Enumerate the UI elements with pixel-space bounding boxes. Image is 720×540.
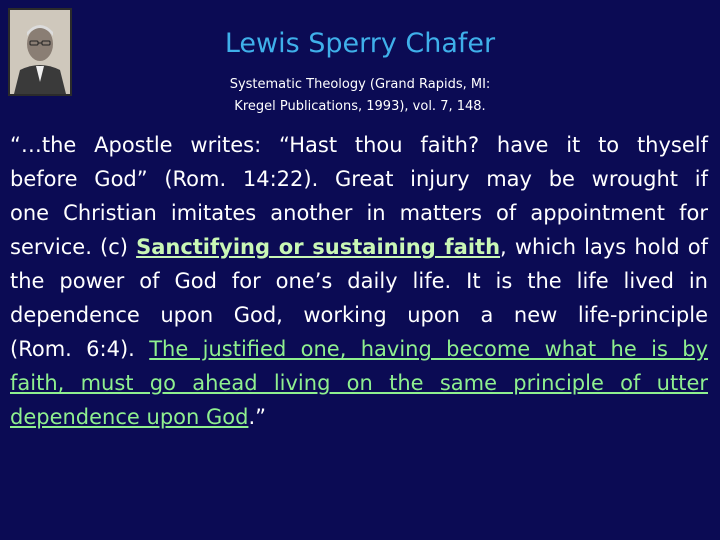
citation <box>0 74 720 118</box>
quote-closing: .” <box>248 405 266 429</box>
quote-line-3: one Christian imitates another in matters of appointment for <box>10 201 708 225</box>
quote-line-1: “…the Apostle writes: “Hast thou faith? have it to thyself <box>10 133 708 157</box>
quote-line-7 <box>10 332 708 366</box>
citation-line-2: Kregel Publications, 1993), vol. 7, 148. <box>234 99 486 114</box>
sanctifying-faith-emphasis: Sanctifying or sustaining faith <box>136 235 501 259</box>
quote-line-8 <box>10 366 708 400</box>
quote-line-9 <box>10 400 708 434</box>
quote-line-7-pre: (Rom. 6:4). <box>10 337 150 361</box>
quote-line-6: dependence upon God, working upon a new life-principle <box>10 303 708 327</box>
quote-block <box>10 128 708 434</box>
quote-line-5: the power of God for one’s daily life. It is the life lived in <box>10 269 708 293</box>
quote-line-4-post: , which lays hold of <box>500 235 709 259</box>
justified-emphasis-1: The justified one, having become what he is by <box>149 337 709 361</box>
page-title: Lewis Sperry Chafer <box>224 28 496 59</box>
justified-emphasis-2: faith, must go ahead living on the same principle of utter <box>10 371 708 395</box>
quote-line-2: before God” (Rom. 14:22). Great injury may be wrought if <box>10 167 708 191</box>
quote-line-4 <box>10 230 708 264</box>
citation-line-1: Systematic Theology (Grand Rapids, MI: <box>229 77 491 92</box>
justified-emphasis-3: dependence upon God <box>10 405 249 429</box>
quote-line-4-pre: service. (c) <box>10 235 137 259</box>
